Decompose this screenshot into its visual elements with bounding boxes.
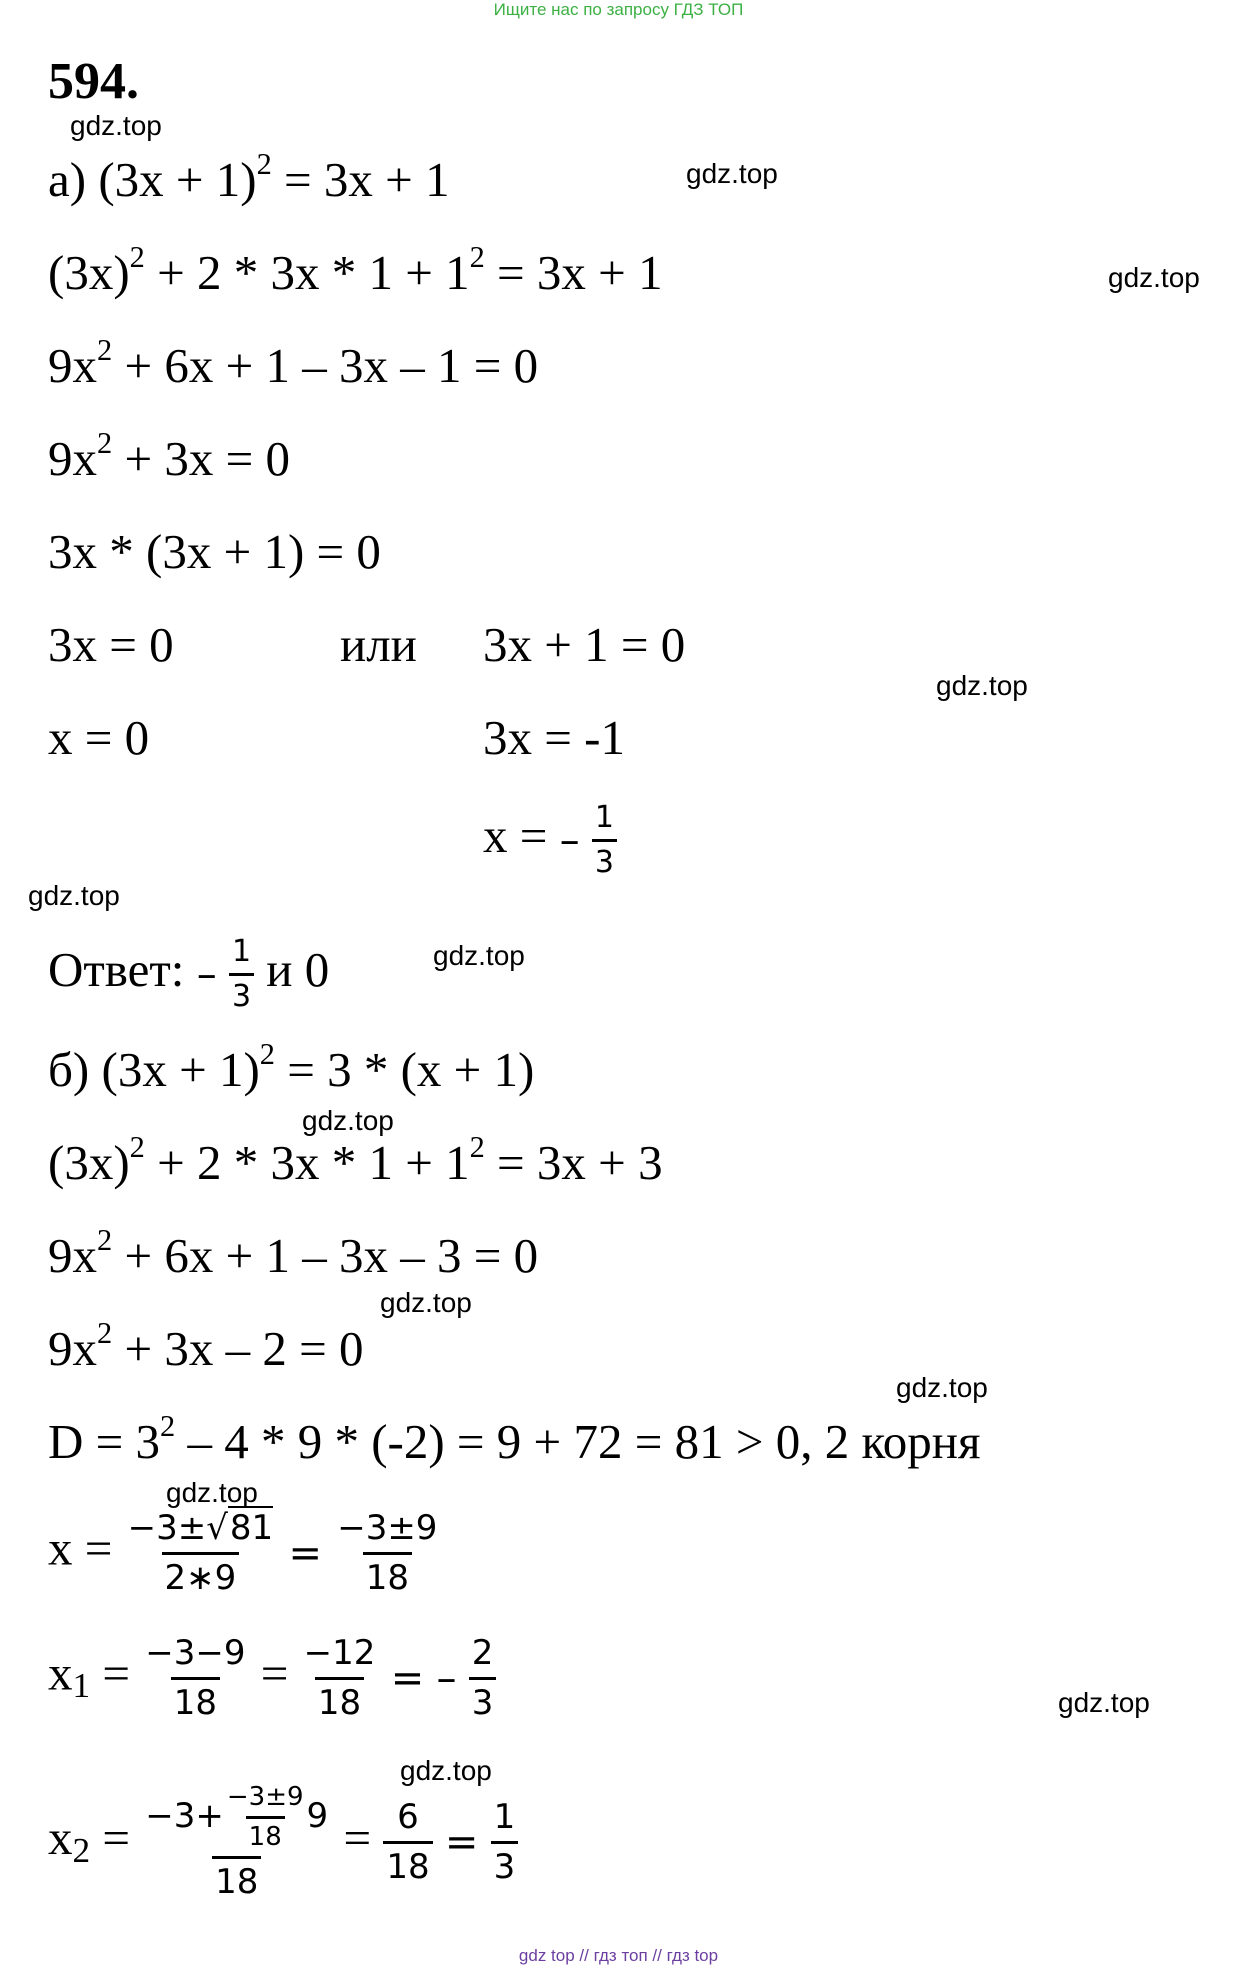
part-b-equation-3: $9x^2 + 6x + 1 - 3x - 3 = 0$: [48, 1223, 539, 1283]
part-b-equation-1: $(3x + 1)^2 = 3 * (x + 1)$: [101, 1037, 535, 1097]
numerator: 1: [231, 934, 252, 969]
numerator: 2: [471, 1633, 494, 1673]
x-equals: x =: [48, 1520, 113, 1576]
watermark: gdz.top: [896, 1372, 988, 1403]
equals-sign: =: [260, 1645, 289, 1701]
fraction: [301, 1633, 379, 1724]
numerator: [142, 1782, 331, 1856]
part-a-equation-2: $(3x)^2 + 2 * 3x * 1 + 1^2 = 3x + 1$: [48, 240, 663, 300]
exponent: 2: [129, 1130, 145, 1165]
subscript: 1: [72, 1666, 91, 1706]
exponent: 2: [469, 240, 485, 275]
part-a-line-5: [48, 524, 381, 580]
part-a-case-left-1: 3x = 0: [48, 617, 174, 672]
x-variable: x: [48, 1809, 73, 1865]
part-b-discriminant: $D = 3^2 - 4 * 9 * (-2) = 9 + 72 = 81 > 0$, 2 корня: [48, 1409, 981, 1469]
part-a-case-right-2: 3x = -1: [483, 710, 625, 765]
numerator: −3±9: [337, 1508, 438, 1548]
numerator: 6: [397, 1797, 419, 1838]
sqrt-argument: 81: [229, 1508, 274, 1548]
part-a-equation-3: $9x^2 + 6x + 1 - 3x - 1 = 0$: [48, 333, 539, 393]
fraction: [229, 934, 254, 1015]
denominator: 18: [246, 1816, 285, 1853]
numerator: −3−9: [145, 1633, 246, 1673]
fraction: [125, 1508, 277, 1599]
fraction: [142, 1782, 331, 1903]
part-a-label: а): [48, 152, 87, 207]
watermark: gdz.top: [28, 880, 120, 911]
x-equals: x =: [483, 807, 548, 863]
denominator: 3: [592, 839, 617, 881]
equals-sign: =: [102, 1645, 131, 1701]
x-variable: x: [48, 1645, 73, 1701]
minus-sign: –: [196, 951, 217, 998]
exponent: 2: [97, 333, 113, 368]
fraction: [592, 800, 617, 881]
minus-sign: –: [559, 817, 580, 864]
watermark: gdz.top: [166, 1477, 258, 1508]
part-b-equation-2: $(3x)^2 + 2 * 3x * 1 + 1^2 = 3x + 3$: [48, 1130, 663, 1190]
numerator: −3±9: [226, 1782, 304, 1812]
denominator: 18: [171, 1677, 220, 1724]
part-b-equation-4: $9x^2 + 3x - 2 = 0$: [48, 1316, 364, 1376]
part-a-equation-1: $(3x + 1)^2 = 3x + 1$: [98, 147, 450, 207]
watermark: gdz.top: [1108, 262, 1200, 293]
part-b-line-4: [48, 1316, 364, 1383]
watermark: gdz.top: [686, 158, 778, 189]
bottom-banner: gdz top // гдз топ // гдз top: [518, 1946, 719, 1965]
part-a-case-left-2: x = 0: [48, 710, 150, 765]
numerator-part: −3±: [127, 1508, 207, 1548]
equals-sign: =: [343, 1809, 372, 1865]
part-b-line-1: [48, 1037, 535, 1104]
numerator: −12: [303, 1633, 376, 1673]
part-a-equation-5: 3x * (3x + 1) = 0: [48, 524, 381, 579]
part-b-line-5: [48, 1409, 981, 1476]
part-b-x2: [48, 1782, 518, 1903]
part-a-line-1: [48, 147, 450, 214]
watermark: gdz.top: [936, 670, 1028, 701]
equals-sign: =: [444, 1819, 479, 1866]
denominator: 3: [469, 1677, 497, 1724]
fraction: [469, 1633, 497, 1724]
exponent: 2: [97, 426, 113, 461]
equals-sign: =: [102, 1809, 131, 1865]
fraction: [334, 1508, 440, 1599]
exponent: 2: [97, 1316, 113, 1351]
exponent: 2: [97, 1223, 113, 1258]
watermark: gdz.top: [400, 1755, 492, 1786]
exponent: 2: [469, 1130, 485, 1165]
numerator: 1: [493, 1797, 516, 1838]
part-b-x-formula: [48, 1508, 440, 1599]
equals-sign: =: [390, 1655, 425, 1702]
part-b-label: б): [48, 1042, 90, 1097]
denominator: 18: [383, 1841, 432, 1888]
watermark: gdz.top: [380, 1287, 472, 1318]
part-a-case-right-1: 3x + 1 = 0: [483, 617, 686, 672]
nested-fraction: [224, 1782, 307, 1853]
part-b-line-3: [48, 1223, 539, 1290]
exponent: 2: [259, 1037, 275, 1072]
part-a-case-right-3: [483, 800, 617, 881]
denominator: 3: [491, 1841, 519, 1888]
denominator: 18: [212, 1856, 261, 1903]
part-a-answer: [48, 934, 329, 1015]
part-a-line-3: [48, 333, 539, 400]
equals-sign: =: [288, 1530, 322, 1577]
subscript: 2: [72, 1830, 91, 1870]
part-a-equation-4: $9x^2 + 3x = 0$: [48, 426, 290, 486]
numerator-part: 9: [306, 1796, 329, 1837]
fraction: [142, 1633, 248, 1724]
denominator: 18: [315, 1677, 364, 1724]
exponent: 2: [256, 147, 272, 182]
watermark: gdz.top: [70, 110, 162, 141]
numerator: 1: [594, 800, 614, 835]
part-b-x1: [48, 1633, 496, 1724]
exponent: 2: [160, 1409, 176, 1444]
exponent: 2: [129, 240, 145, 275]
numerator-part: −3+: [145, 1796, 224, 1837]
part-b-line-2: [48, 1130, 663, 1197]
answer-rest: и 0: [266, 941, 330, 997]
task-number: 594.: [48, 53, 139, 110]
denominator: 18: [363, 1552, 412, 1599]
denominator: 2∗9: [162, 1552, 240, 1599]
part-a-line-2: [48, 240, 663, 307]
top-banner: Ищите нас по запросу ГДЗ ТОП: [493, 0, 744, 19]
denominator: 3: [229, 973, 254, 1015]
watermark: gdz.top: [1058, 1687, 1150, 1718]
fraction: [383, 1797, 432, 1888]
minus-sign: –: [436, 1655, 457, 1702]
watermark: gdz.top: [302, 1105, 394, 1136]
watermark: gdz.top: [433, 940, 525, 971]
numerator: −3±√81: [127, 1508, 274, 1548]
part-a-or: или: [340, 617, 417, 672]
answer-label: Ответ:: [48, 941, 185, 997]
part-a-line-4: [48, 426, 290, 493]
fraction: [491, 1797, 519, 1888]
